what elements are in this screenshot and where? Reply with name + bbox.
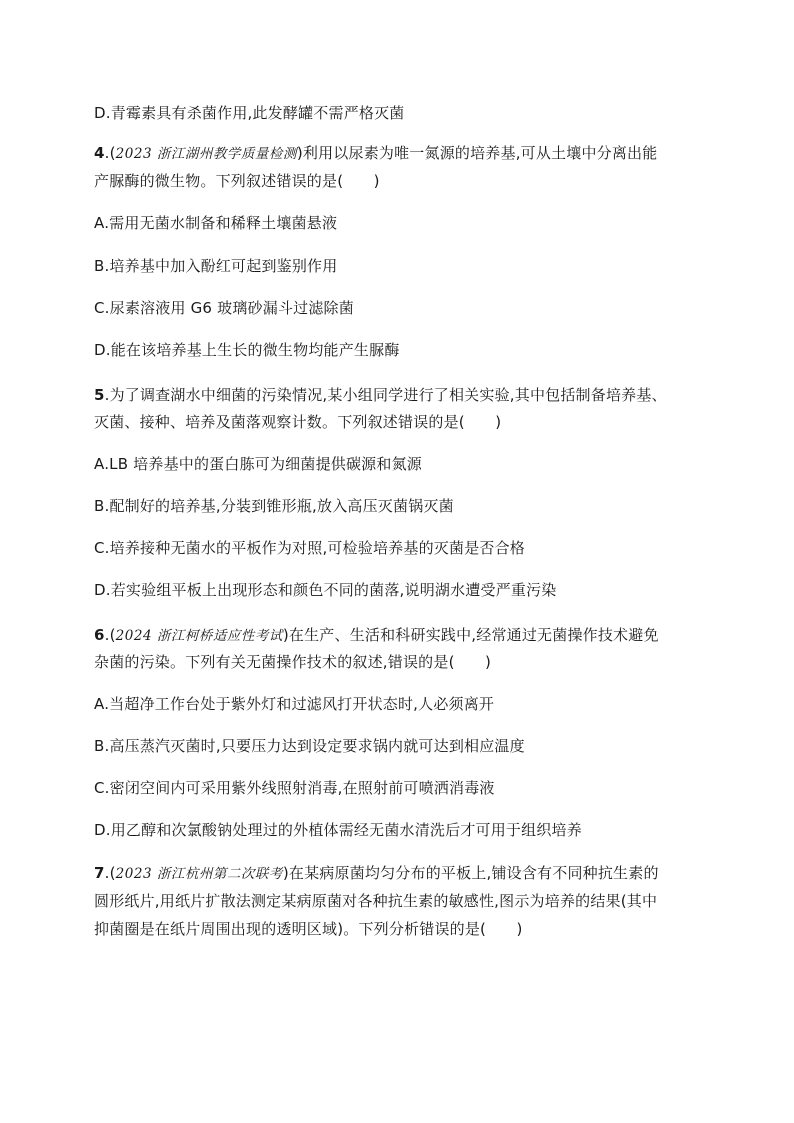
q6-source-open: .( — [104, 626, 116, 644]
q6-source-close: ) — [282, 626, 289, 644]
q7-source-close: ) — [282, 864, 289, 882]
q5-stem-line1 — [94, 385, 667, 405]
q4-number: 4 — [94, 144, 105, 162]
q6-option-a: A.当超净工作台处于紫外灯和过滤风打开状态时,人必须离开 — [94, 695, 495, 713]
q4-source: 2023 浙江湖州教学质量检测 — [115, 146, 297, 162]
q4-source-close: ) — [296, 144, 303, 162]
q7-source-open: .( — [104, 864, 116, 882]
q7-number: 7 — [94, 864, 105, 882]
q6-number: 6 — [94, 626, 105, 644]
q6-option-c: C.密闭空间内可采用紫外线照射消毒,在照射前可喷洒消毒液 — [94, 779, 495, 797]
q4-option-b: B.培养基中加入酚红可起到鉴别作用 — [94, 257, 338, 275]
q7-stem-line2: 圆形纸片,用纸片扩散法测定某病原菌对各种抗生素的敏感性,图示为培养的结果(其中 — [94, 892, 658, 910]
q5-option-c: C.培养接种无菌水的平板作为对照,可检验培养基的灭菌是否合格 — [94, 539, 526, 557]
q4-stem-text1: 利用以尿素为唯一氮源的培养基,可从土壤中分离出能 — [302, 144, 658, 162]
q5-stem-line2: 灭菌、接种、培养及菌落观察计数。下列叙述错误的是( ) — [94, 413, 502, 431]
q6-option-b: B.高压蒸汽灭菌时,只要压力达到设定要求锅内就可达到相应温度 — [94, 737, 525, 755]
q6-stem-line1 — [94, 625, 659, 646]
q4-option-d: D.能在该培养基上生长的微生物均能产生脲酶 — [94, 341, 400, 359]
q6-stem-line2: 杂菌的污染。下列有关无菌操作技术的叙述,错误的是( ) — [94, 653, 492, 671]
q7-stem-line3: 抑菌圈是在纸片周围出现的透明区域)。下列分析错误的是( ) — [94, 920, 523, 938]
q5-stem-text1: .为了调查湖水中细菌的污染情况,某小组同学进行了相关实验,其中包括制备培养基、 — [104, 386, 667, 404]
q4-source-open: .( — [104, 144, 116, 162]
q4-stem-line2: 产脲酶的微生物。下列叙述错误的是( ) — [94, 172, 380, 190]
q7-source: 2023 浙江杭州第二次联考 — [115, 866, 283, 882]
q5-option-b: B.配制好的培养基,分装到锥形瓶,放入高压灭菌锅灭菌 — [94, 497, 454, 515]
q5-number: 5 — [94, 386, 105, 404]
q6-option-d: D.用乙醇和次氯酸钠处理过的外植体需经无菌水清洗后才可用于组织培养 — [94, 821, 582, 839]
q4-stem-line1 — [94, 143, 657, 164]
q7-stem-line1 — [94, 863, 659, 884]
q5-option-a: A.LB 培养基中的蛋白胨可为细菌提供碳源和氮源 — [94, 455, 422, 473]
q5-option-d: D.若实验组平板上出现形态和颜色不同的菌落,说明湖水遭受严重污染 — [94, 581, 557, 599]
q3-option-d: D.青霉素具有杀菌作用,此发酵罐不需严格灭菌 — [94, 104, 405, 122]
q4-option-c: C.尿素溶液用 G6 玻璃砂漏斗过滤除菌 — [94, 299, 354, 317]
q4-option-a: A.需用无菌水制备和稀释土壤菌悬液 — [94, 214, 338, 232]
q6-source: 2024 浙江柯桥适应性考试 — [115, 628, 283, 644]
q6-stem-text1: 在生产、生活和科研实践中,经常通过无菌操作技术避免 — [288, 626, 659, 644]
q7-stem-text1: 在某病原菌均匀分布的平板上,铺设含有不同种抗生素的 — [288, 864, 659, 882]
